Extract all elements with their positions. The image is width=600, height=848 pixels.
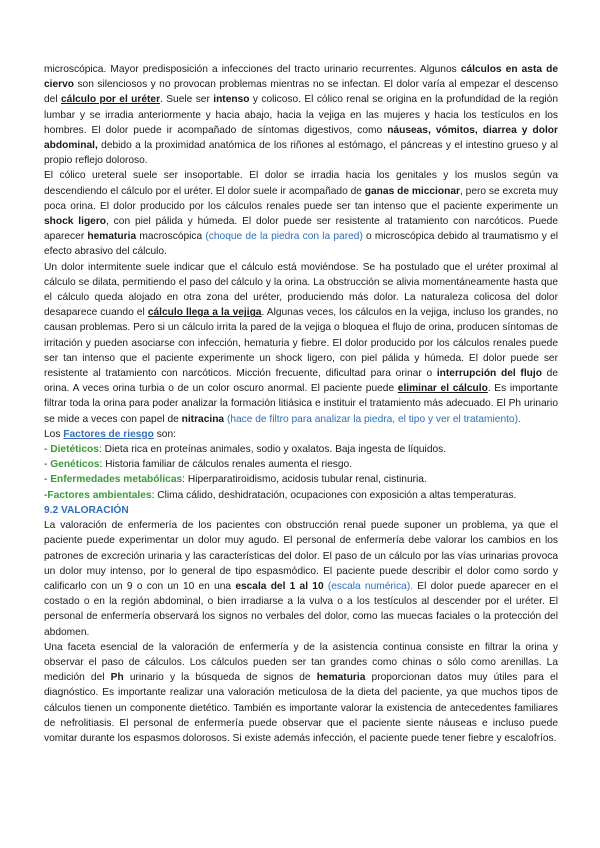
bullet: - [44,489,48,501]
bold-text: escala del 1 al 10 [235,580,324,592]
bold-text: ganas de miccionar [364,185,460,197]
item-label: Enfermedades metabólicas [50,474,183,486]
list-item [44,472,558,487]
text: Un dolor intermitente suele indicar que el cálculo está moviéndose. Se ha postulado que el uréter proximal al cálculo se dilata, permitiendo el paso del cálculo y la orina. La obstrucción se alivia momentáneamente hasta que el cálculo queda alojado en otra zona del uréter, produciendo más dolor. La naturaleza colicosa del dolor desaparece cuando el [44,261,558,319]
text: son silenciosos y no provocan problemas mientras no se infectan. El dolor varía al empezar el descenso del [44,79,558,106]
list-item [44,457,558,472]
paragraph-urine-filtering [44,640,558,746]
paragraph-nursing-assessment [44,518,558,640]
bold-text: hematuria [316,672,366,684]
bold-text: cálculos en asta de ciervo [44,64,558,91]
bold-text: hematuria [87,231,137,243]
text: Una faceta esencial de la valoración de enfermería y de la asistencia continua consiste en filtrar la orina y observar el paso de cálculos. Los cálculos pueden ser tan grandes como chinas o sólo como arenillas. La medición del [44,641,558,684]
bold-underlined-text: cálculo llega a la vejiga [147,307,262,319]
bullet: - [44,444,51,456]
blue-note: (choque de la piedra con la pared) [205,231,363,243]
item-label: Dietéticos [50,444,99,456]
bold-text: nitracina [181,413,225,425]
text: , pero se excreta muy poca orina. El dolor producido por los cálculos renales puede ser tan intenso que el paciente experimente un [44,185,559,212]
text: . Suele ser [160,94,214,106]
bold-text: náuseas, vómitos, diarrea y dolor abdominal, [44,124,558,152]
item-text: : Hiperparatiroidismo, acidosis tubular renal, cistinuria. [182,474,427,486]
bold-text: Ph [110,672,124,684]
item-label: Genéticos [50,459,100,471]
text: macroscópica [136,231,206,243]
item-text: : Dieta rica en proteínas animales, sodio y oxalatos. Baja ingesta de líquidos. [98,444,447,456]
text: El cólico ureteral suele ser insoportable. El dolor se irradia hacia los genitales y los muslos según va descendiendo el cálculo por el uréter. El dolor suele ir acompañado de [44,170,558,197]
risk-factors-list [44,427,558,503]
bold-text: shock ligero [44,216,107,228]
paragraph-renal-colic [44,62,558,168]
item-text: : Historia familiar de cálculos renales aumenta el riesgo. [99,459,353,471]
text: . Es importante filtrar toda la orina para poder analizar la formación litiásica e instituir el tratamiento más adecuado. El Ph urinario se mide a veces con papel de [44,383,558,425]
blue-note: (escala numérica). [327,580,414,592]
risk-factors-link[interactable]: Factores de riesgo [63,428,154,440]
text: microscópica. Mayor predisposición a infecciones del tracto urinario recurrentes. Algunos [44,64,461,75]
text: . Algunas veces, los cálculos en la vejiga, incluso los grandes, no causan problemas. Pero si un cálculo irrita la pared de la vejiga o bloquea el flujo de orina, producen síntomas de irritación y pueden asociarse con infección, hematuria y fiebre. El dolor producido por los cálculos renales puede ser tan intenso que el paciente experimente un shock ligero, con piel pálida y húmeda. El dolor puede ser resistente al tratamiento con narcóticos. Micción frecuente, dificultad para orinar o [44,307,558,380]
text: Los [44,428,64,440]
list-item [44,442,558,457]
item-text: : Clima cálido, deshidratación, ocupaciones con exposición a altas temperaturas. [151,489,517,501]
bullet: - [44,474,51,486]
text: , con piel pálida y húmeda. El dolor puede ser resistente al tratamiento con narcóticos. Puede aparecer [44,216,558,243]
bold-text: intenso [213,94,250,106]
blue-note: (hace de filtro para analizar la piedra, el tipo y ver el tratamiento). [226,413,521,425]
text: proporcionan datos muy útiles para el diagnóstico. Es importante realizar una valoración meticulosa de la dieta del paciente, ya que muchos tipos de cálculos tienen un componente dietético. También es importante valorar la existencia de antecedentes familiares de nefrolitiasis. El personal de enfermería puede observar que el paciente siente náuseas e incluso puede vomitar durante los espasmos dolorosos. Si existe además infección, el paciente puede tener fiebre y escalofríos. [44,672,558,744]
text: debido a la proximidad anatómica de los riñones al estómago, el páncreas y el intestino grueso y al propio reflejo doloroso. [44,140,558,167]
text: de orina. A veces orina turbia o de un color oscuro anormal. El paciente puede [44,368,558,395]
text: y colicoso. El cólico renal se origina en la profundidad de la región lumbar y se irradia anteriormente y hacia abajo, hacia la vejiga en las mujeres y hacia los testículos en los hombres. El dolor puede ir acompañado de síntomas digestivos, como [44,94,558,136]
text: o microscópica debido al traumatismo y el efecto abrasivo del cálculo. [44,231,558,258]
text: urinario y la búsqueda de signos de [123,672,317,684]
paragraph-intermittent-pain [44,260,558,427]
text: La valoración de enfermería de los pacientes con obstrucción renal puede suponer un problema, ya que el paciente puede experimentar un dolor muy agudo. El personal de enfermería debe valorar los cambios en los patrones de excreción urinaria y las características del dolor. El paso de un cálculo por las vías urinarias provoca un dolor muy intenso, por lo general de tipo espasmódico. El paciente puede describir el dolor como sordo y calificarlo con un 9 o con un 10 en una [44,520,558,592]
section-heading: 9.2 VALORACIÓN [44,504,129,516]
text: El dolor puede aparecer en el costado o en la región abdominal, o bien irradiarse a la vulva o a los testículos al descender por el uréter. El personal de enfermería observará los signos no verbales del dolor, como las muecas faciales o la protección del abdomen. [44,580,558,638]
bold-text: interrupción del flujo [436,368,542,380]
risk-factors-intro [44,427,558,442]
bold-underlined-text: cálculo por el uréter [60,94,161,106]
list-item [44,488,558,503]
paragraph-ureteral-colic [44,168,558,259]
bullet: - [44,459,51,471]
document-page [44,62,558,746]
item-label: Factores ambientales [47,489,152,501]
bold-underlined-text: eliminar el cálculo [397,383,488,395]
text: son: [153,428,176,440]
